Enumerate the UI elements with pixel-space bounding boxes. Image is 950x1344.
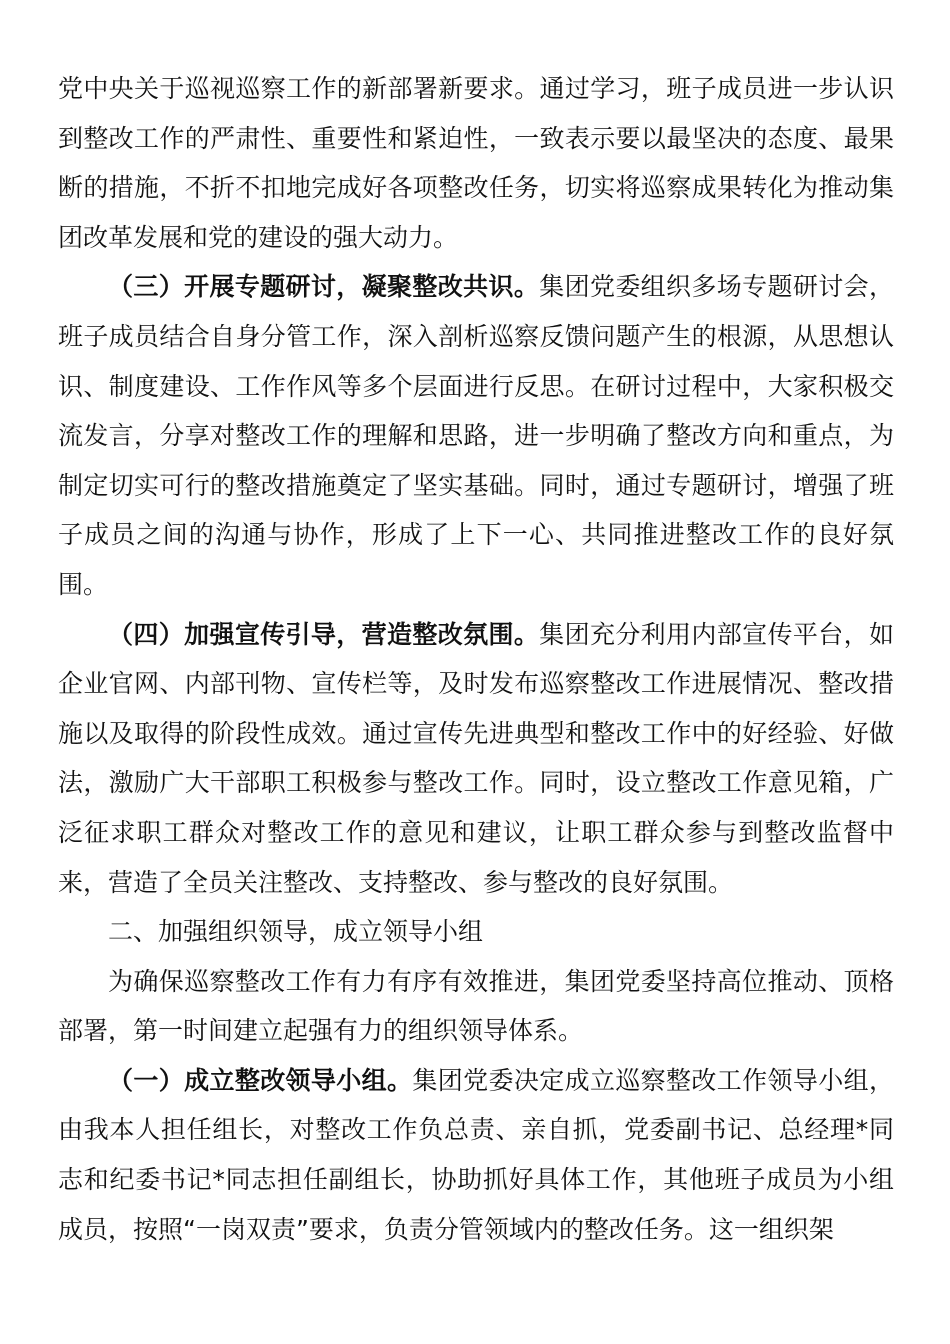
document-body: [58, 64, 894, 1254]
paragraph-section-four: [58, 610, 894, 908]
section-heading-one: （一）成立整改领导小组。: [108, 1065, 413, 1095]
chapter-heading-two: [58, 907, 894, 957]
paragraph-text: 集团充分利用内部宣传平台，如企业官网、内部刊物、宣传栏等，及时发布巡察整改工作进展情况、整改措施以及取得的阶段性成效。通过宣传先进典型和整改工作中的好经验、好做法，激励广大干部职工积极参与整改工作。同时，设立整改工作意见箱，广泛征求职工群众对整改工作的意见和建议，让职工群众参与到整改监督中来，营造了全员关注整改、支持整改、参与整改的良好氛围。: [58, 619, 894, 897]
section-heading-four: （四）加强宣传引导，营造整改氛围。: [108, 619, 540, 649]
section-heading-three: （三）开展专题研讨，凝聚整改共识。: [108, 272, 540, 302]
paragraph-section-one: [58, 1056, 894, 1254]
paragraph-chapter-two-intro: [58, 957, 894, 1056]
paragraph-text: 集团党委组织多场专题研讨会，班子成员结合自身分管工作，深入剖析巡察反馈问题产生的根源，从思想认识、制度建设、工作作风等多个层面进行反思。在研讨过程中，大家积极交流发言，分享对整改工作的理解和思路，进一步明确了整改方向和重点，为制定切实可行的整改措施奠定了坚实基础。同时，通过专题研讨，增强了班子成员之间的沟通与协作，形成了上下一心、共同推进整改工作的良好氛围。: [58, 272, 894, 599]
paragraph-text: 为确保巡察整改工作有力有序有效推进，集团党委坚持高位推动、顶格部署，第一时间建立起强有力的组织领导体系。: [58, 966, 894, 1046]
paragraph-text: 党中央关于巡视巡察工作的新部署新要求。通过学习，班子成员进一步认识到整改工作的严肃性、重要性和紧迫性，一致表示要以最坚决的态度、最果断的措施，不折不扣地完成好各项整改任务，切实将巡察成果转化为推动集团改革发展和党的建设的强大动力。: [58, 74, 894, 252]
chapter-heading-text: 二、加强组织领导，成立领导小组: [108, 917, 484, 947]
paragraph-intro-continuation: [58, 64, 894, 262]
paragraph-section-three: [58, 262, 894, 609]
paragraph-text: 集团党委决定成立巡察整改工作领导小组，由我本人担任组长，对整改工作负总责、亲自抓，党委副书记、总经理*同志和纪委书记*同志担任副组长，协助抓好具体工作，其他班子成员为小组成员，按照“一岗双责”要求，负责分管领域内的整改任务。这一组织架: [58, 1065, 894, 1244]
